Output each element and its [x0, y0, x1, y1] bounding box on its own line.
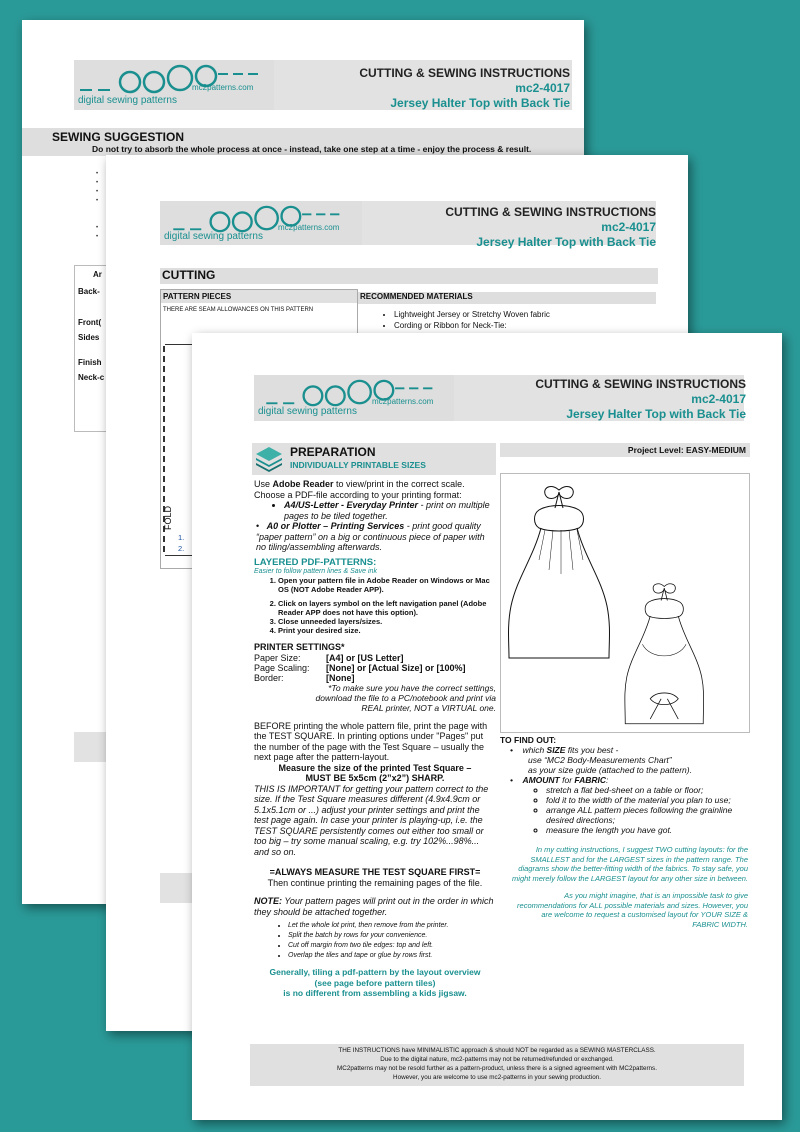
- left-label: Front(: [78, 318, 102, 327]
- left-label: Ar: [93, 270, 102, 279]
- project-level: Project Level: EASY-MEDIUM: [500, 443, 750, 457]
- header-product: Jersey Halter Top with Back Tie: [476, 235, 656, 249]
- find-size-line-2: use “MC2 Body-Measurements Chart”: [528, 755, 672, 765]
- find-size-pre: which: [522, 745, 547, 755]
- note-bullet: • Cut off margin from two tile edges: top and left.: [288, 941, 496, 951]
- format-options: [254, 500, 496, 521]
- note-bullet: • Let the whole lot print, then remove from the printer.: [288, 921, 496, 931]
- option-a4-title: A4/US-Letter - Everyday Printer: [284, 500, 419, 510]
- option-a4-desc: - print on multiple pages to be tiled together.: [284, 500, 490, 521]
- seam-note: THERE ARE SEAM ALLOWANCES ON THIS PATTERN: [163, 307, 314, 313]
- logo-url: mc2patterns.com: [372, 397, 434, 406]
- adobe-reader-text: Adobe Reader: [272, 479, 334, 489]
- header-text: [535, 377, 746, 422]
- setting-row: [254, 653, 496, 663]
- list-number: 1.: [178, 533, 185, 542]
- left-label: Sides: [78, 333, 100, 342]
- logo-tagline: digital sewing patterns: [164, 231, 263, 242]
- halter-top-drawing: [501, 474, 749, 732]
- tiling-line-3: is no different from assembling a kids jigsaw.: [283, 988, 467, 998]
- material-item: • Lightweight Jersey or Stretchy Woven fabric: [394, 309, 664, 320]
- note-bullets: [254, 921, 496, 961]
- cutting-layout-paragraph: In my cutting instructions, I suggest TWO cutting layouts: for the SMALLEST and for the LARGEST sizes in the pattern range. The diagrams show the better-fitting width of the fabrics. To stay safe, you might merely follow the LARGEST layout for any other size in between.: [512, 845, 748, 883]
- logo-url: mc2patterns.com: [192, 83, 254, 92]
- note-label: NOTE:: [254, 896, 282, 906]
- section-subtitle: Do not try to absorb the whole process at once - instead, take one step at a time - enjoy the process & result.: [92, 144, 532, 154]
- amount-bold: AMOUNT: [522, 775, 560, 785]
- setting-value: [None] or [Actual Size] or [100%]: [326, 662, 466, 673]
- logo: [160, 201, 362, 245]
- setting-label: Border:: [254, 672, 284, 683]
- header-code: mc2-4017: [601, 220, 656, 234]
- imagine-paragraph: As you might imagine, that is an impossible task to give recommendations for ALL possible materials and sizes. However, you are welcome to request a customised layout for YOUR SIZE & FABRIC WIDTH.: [517, 891, 748, 929]
- layered-subtitle: Easier to follow pattern lines & Save ink: [254, 568, 377, 575]
- printer-settings: [254, 653, 496, 683]
- setting-value: [None]: [326, 672, 355, 683]
- header-title: CUTTING & SEWING INSTRUCTIONS: [535, 377, 746, 391]
- list-number: 2.: [178, 544, 185, 553]
- material-item: • Cording or Ribbon for Neck-Tie:: [394, 320, 664, 331]
- intro-post: to view/print in the correct scale.: [333, 479, 465, 489]
- fabric-step: ◦ fold it to the width of the material you plan to use;: [546, 795, 748, 805]
- find-size-post: fits you best -: [565, 745, 619, 755]
- left-label: Neck-c: [78, 373, 105, 382]
- find-size-bold: SIZE: [546, 745, 566, 755]
- logo-tagline: digital sewing patterns: [78, 95, 177, 106]
- instruction-page-3: [192, 333, 782, 1120]
- setting-row: [254, 663, 496, 673]
- layer-step: 1. Open your pattern file in Adobe Reader on Windows or Mac OS (NOT Adobe Reader APP).: [278, 576, 496, 594]
- layer-step: 2. Click on layers symbol on the left navigation panel (Adobe Reader APP does not have this option).: [278, 599, 496, 617]
- note-bullet: • Overlap the tiles and tape or glue by rows first.: [288, 951, 496, 961]
- header-code: mc2-4017: [691, 392, 746, 406]
- footer-line: However, you are welcome to use mc2-patterns in your sewing production.: [393, 1074, 601, 1081]
- find-size-line-3: as your size guide (attached to the pattern).: [528, 765, 692, 775]
- layer-steps: [254, 576, 496, 635]
- important-paragraph: THIS IS IMPORTANT for getting your pattern correct to the size. If the Test Square measures different (4.9x4.9cm or 5.1x5.1cm or ...) adjust your printer settings and print the test page again. In case your printer is playing-up, i.e. the TEST SQUARE persistently comes out either too small or too big – try some manual scaling, e.g. try 102%...98%... and so on.: [254, 783, 489, 857]
- logo: [74, 60, 274, 110]
- fabric-steps: [500, 785, 748, 835]
- fabric-bold: FABRIC: [574, 775, 607, 785]
- garment-illustration: [500, 473, 750, 733]
- intro-pre: Use: [254, 479, 273, 489]
- format-option-a0: • A0 or Plotter – Printing Services - print good quality “paper pattern” on a big or continuous piece of paper with no tiling/assembling afterwards.: [256, 521, 485, 552]
- measure-line-1: Measure the size of the printed Test Square –: [278, 762, 472, 773]
- prep-title: PREPARATION: [290, 445, 376, 459]
- setting-value: [A4] or [US Letter]: [326, 652, 404, 663]
- tiling-line-1: Generally, tiling a pdf-pattern by the layout overview: [269, 967, 481, 977]
- header-text: [359, 66, 570, 111]
- layered-title: LAYERED PDF-PATTERNS:: [254, 556, 377, 568]
- cutting-bar: CUTTING: [160, 268, 658, 284]
- left-label: Finish: [78, 358, 102, 367]
- header-title: CUTTING & SEWING INSTRUCTIONS: [445, 205, 656, 219]
- option-a0-desc: - print good quality “paper pattern” on a big or continuous piece of paper with no tiling/assembling afterwards.: [256, 521, 485, 552]
- amount-mid: for: [559, 775, 575, 785]
- always-measure: =ALWAYS MEASURE THE TEST SQUARE FIRST=: [269, 867, 481, 877]
- find-out-title: TO FIND OUT:: [500, 735, 557, 745]
- footer-disclaimer: [250, 1044, 744, 1086]
- logo-url: mc2patterns.com: [278, 223, 340, 232]
- footer-line: MC2patterns may not be resold further as a pattern-product, unless there is a signed agreement with MC2patterns.: [337, 1065, 657, 1072]
- logo: [254, 375, 454, 421]
- before-paragraph: BEFORE printing the whole pattern file, print the page with the TEST SQUARE. In printing options under "Pages" put the number of the page with the Test Square – usually the next page after the pattern-layout.: [254, 720, 488, 762]
- materials-list: [378, 309, 664, 331]
- left-label: Back-: [78, 287, 100, 296]
- setting-row: [254, 673, 496, 683]
- note-bullet: • Split the batch by rows for your convenience.: [288, 931, 496, 941]
- bullets: • • • • • •: [96, 171, 99, 240]
- left-column: [254, 479, 496, 999]
- note-text: Your pattern pages will print out in the order in which they should be attached together.: [254, 896, 494, 917]
- pattern-pieces-title: PATTERN PIECES: [161, 290, 357, 303]
- settings-note: *To make sure you have the correct settings, download the file to a PC/notebook and print via REAL printer, NOT a VIRTUAL one.: [315, 682, 496, 713]
- list-numbers: [178, 532, 184, 554]
- tiling-line-2: (see page before pattern tiles): [314, 977, 436, 988]
- option-a0-title: A0 or Plotter – Printing Services: [266, 521, 405, 531]
- then-continue: Then continue printing the remaining pages of the file.: [267, 877, 483, 888]
- header-product: Jersey Halter Top with Back Tie: [566, 407, 746, 421]
- format-option-a4: [284, 500, 496, 521]
- sewing-suggestion-bar: [22, 128, 584, 156]
- header-title: CUTTING & SEWING INSTRUCTIONS: [359, 66, 570, 80]
- intro-line: [254, 479, 496, 490]
- amount-end: :: [606, 775, 609, 785]
- logo-tagline: digital sewing patterns: [258, 406, 357, 417]
- fabric-step: ◦ measure the length you have got.: [546, 825, 748, 835]
- fold-label: FOLD: [163, 505, 173, 530]
- note-paragraph: [254, 896, 496, 917]
- section-title: SEWING SUGGESTION: [52, 130, 185, 144]
- header-product: Jersey Halter Top with Back Tie: [390, 96, 570, 110]
- layers-icon: [254, 445, 284, 473]
- fabric-step: ◦ arrange ALL pattern pieces following the grainline desired directions;: [546, 805, 748, 825]
- layer-step: 3. Close unneeded layers/sizes.: [278, 617, 496, 626]
- measure-line-2: MUST BE 5x5cm (2”x2”) SHARP.: [305, 773, 445, 783]
- preparation-bar: [252, 443, 496, 475]
- recommended-bar: RECOMMENDED MATERIALS: [358, 292, 656, 304]
- fabric-step: ◦ stretch a flat bed-sheet on a table or floor;: [546, 785, 748, 795]
- printer-title: PRINTER SETTINGS*: [254, 642, 345, 652]
- prep-subtitle: INDIVIDUALLY PRINTABLE SIZES: [290, 460, 426, 470]
- find-size: • which SIZE fits you best -: [510, 745, 619, 755]
- setting-label: Paper Size:: [254, 652, 301, 663]
- setting-label: Page Scaling:: [254, 662, 310, 673]
- footer-line: THE INSTRUCTIONS have MINIMALISTIC approach & should NOT be regarded as a SEWING MASTERCLASS.: [338, 1047, 656, 1054]
- footer-line: Due to the digital nature, mc2-patterns may not be returned/refunded or exchanged.: [380, 1056, 614, 1063]
- header-text: [445, 205, 656, 250]
- header-code: mc2-4017: [515, 81, 570, 95]
- intro-line-2: Choose a PDF-file according to your printing format:: [254, 489, 462, 500]
- find-fabric: • AMOUNT for FABRIC:: [510, 775, 609, 785]
- right-column: [500, 735, 748, 929]
- layer-step: 4. Print your desired size.: [278, 626, 496, 635]
